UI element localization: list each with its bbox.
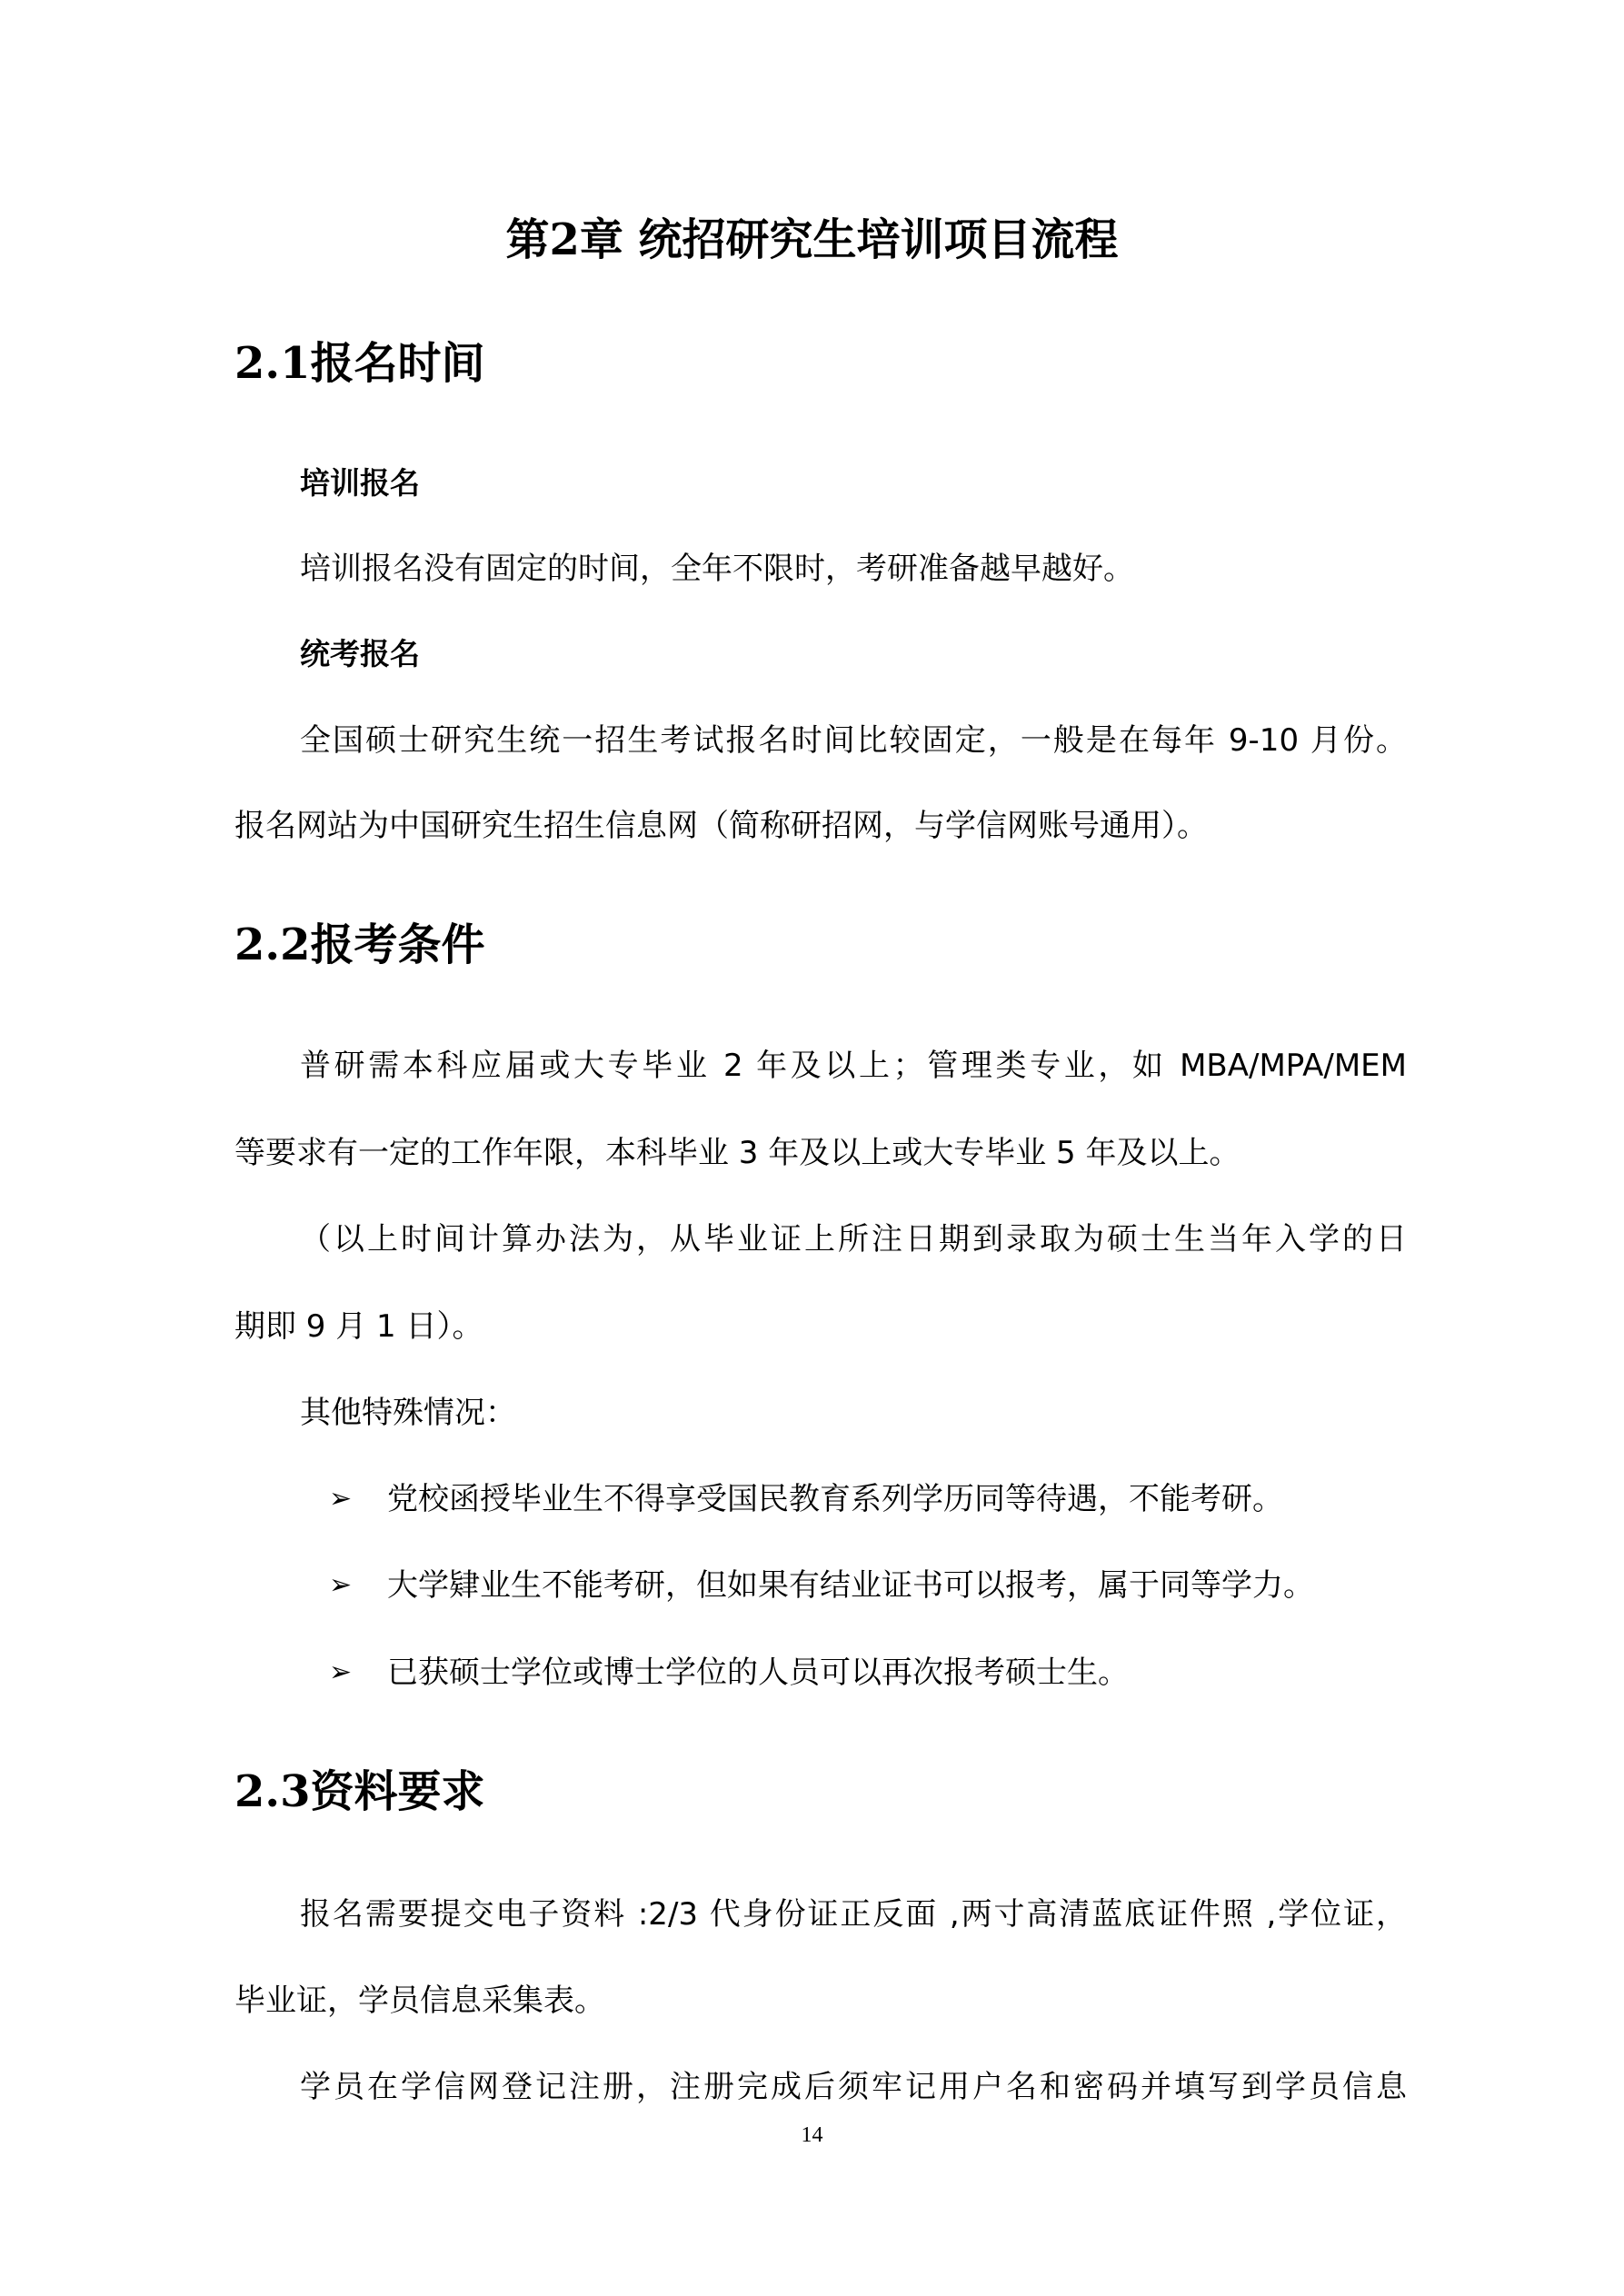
paragraph-requirements-line1: 普研需本科应届或大专毕业 2 年及以上；管理类专业，如 MBA/MPA/MEM xyxy=(300,1048,1407,1084)
bullet-arrow-icon: ➢ xyxy=(329,1656,353,1688)
subheading-exam-registration: 统考报名 xyxy=(300,636,420,671)
section-heading-2-2: 2.2报考条件 xyxy=(234,919,485,970)
list-item: 已获硕士学位或博士学位的人员可以再次报考硕士生。 xyxy=(387,1655,1129,1691)
list-item: 党校函授毕业生不得享受国民教育系列学历同等待遇，不能考研。 xyxy=(387,1481,1283,1517)
subheading-training-registration: 培训报名 xyxy=(300,465,420,501)
page-number: 14 xyxy=(801,2123,823,2147)
paragraph-training-registration: 培训报名没有固定的时间，全年不限时，考研准备越早越好。 xyxy=(300,551,1134,587)
paragraph-requirements-line2: 等要求有一定的工作年限，本科毕业 3 年及以上或大专毕业 5 年及以上。 xyxy=(234,1135,1240,1171)
paragraph-registration-line1: 学员在学信网登记注册，注册完成后须牢记用户名和密码并填写到学员信息 xyxy=(300,2069,1407,2105)
paragraph-time-calculation-line2: 期即 9 月 1 日）。 xyxy=(234,1308,483,1345)
section-heading-2-1: 2.1报名时间 xyxy=(234,338,485,389)
paragraph-exam-registration-line2: 报名网站为中国研究生招生信息网（简称研招网，与学信网账号通用）。 xyxy=(234,808,1208,844)
paragraph-materials-line1: 报名需要提交电子资料 :2/3 代身份证正反面 ,两寸高清蓝底证件照 ,学位证， xyxy=(300,1896,1407,1933)
paragraph-time-calculation-line1: （以上时间计算办法为，从毕业证上所注日期到录取为硕士生当年入学的日 xyxy=(300,1221,1407,1257)
bullet-arrow-icon: ➢ xyxy=(329,1483,353,1515)
section-heading-2-3: 2.3资料要求 xyxy=(234,1766,485,1817)
bullet-arrow-icon: ➢ xyxy=(329,1569,353,1601)
paragraph-special-cases: 其他特殊情况： xyxy=(300,1395,516,1431)
paragraph-exam-registration-line1: 全国硕士研究生统一招生考试报名时间比较固定，一般是在每年 9-10 月份。 xyxy=(300,722,1407,759)
chapter-title: 第2章 统招研究生培训项目流程 xyxy=(505,214,1119,265)
paragraph-materials-line2: 毕业证，学员信息采集表。 xyxy=(234,1983,605,2019)
list-item: 大学肄业生不能考研，但如果有结业证书可以报考，属于同等学力。 xyxy=(387,1567,1314,1604)
